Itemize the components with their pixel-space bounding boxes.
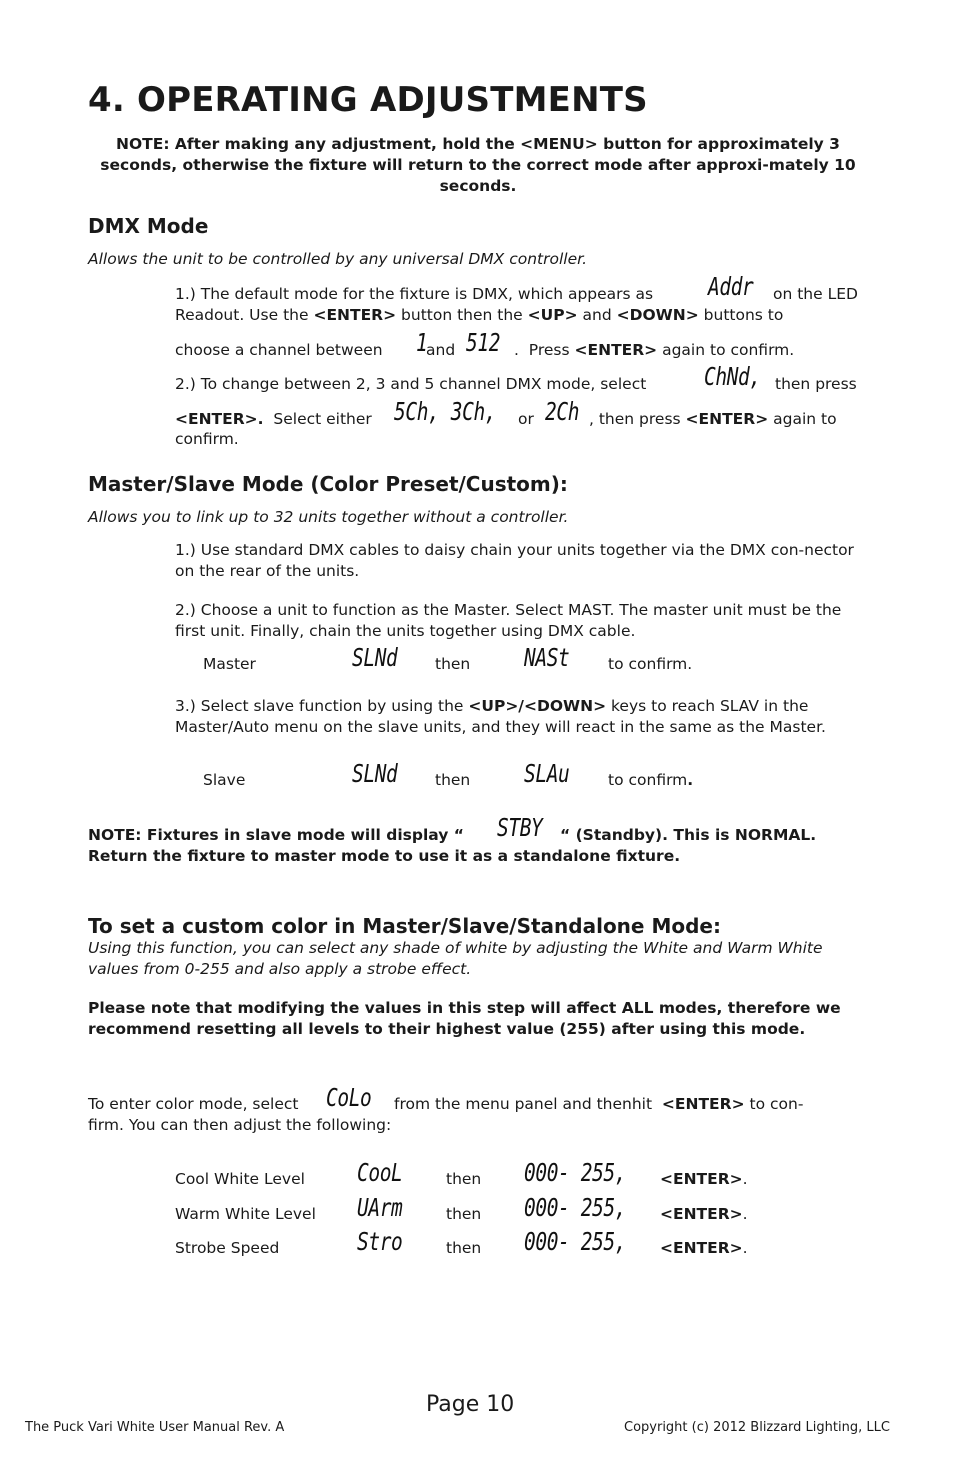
row-enter-strobe: <ENTER>. (660, 1239, 748, 1257)
slave-note-line1-a: NOTE: Fixtures in slave mode will display “ (88, 826, 464, 844)
footer-left: The Puck Vari White User Manual Rev. A (25, 1420, 285, 1435)
top-note: NOTE: After making any adjustment, hold the <MENU> button for approximately 3 seconds, otherwise the fixture will return to the correct mode after approxi-mately 10 seconds. (100, 135, 856, 195)
led-display-range-warm: 000- 255, (524, 1193, 627, 1222)
ms-step3: 3.) Select slave function by using the <UP>/<DOWN> keys to reach SLAV in the Master/Auto menu on the slave units, and they will react in the same as the Master. (175, 697, 826, 736)
row-enter-warm: <ENTER>. (660, 1205, 748, 1223)
ms-step2: 2.) Choose a unit to function as the Master. Select MAST. The master unit must be the first unit. Finally, chain the units together using DMX cable. (175, 601, 842, 640)
led-display-1: 1 (416, 328, 428, 357)
dmx-step2-line3: confirm. (175, 430, 239, 448)
slave-label: Slave (203, 771, 246, 789)
led-display-range-cool: 000- 255, (524, 1158, 627, 1187)
row-label-warm: Warm White Level (175, 1205, 316, 1223)
row-label-strobe: Strobe Speed (175, 1239, 280, 1257)
slave-note-line1-b: “ (Standby). This is NORMAL. (560, 826, 817, 844)
led-display-5ch-3ch: 5Ch, 3Ch, (394, 397, 497, 426)
led-display-stby: STBY (497, 813, 543, 842)
led-display-slav: SLAu (524, 759, 570, 788)
to-confirm: to confirm. (608, 655, 693, 673)
then-word-2: then (435, 771, 471, 789)
dmx-step2-line1: 2.) To change between 2, 3 and 5 channel DMX mode, select (175, 375, 647, 393)
dmx-step2-line2: <ENTER>. Select either (175, 410, 372, 428)
row-then-strobe: then (446, 1239, 482, 1257)
led-display-addr: Addr (708, 272, 754, 301)
dmx-step1-line1: 1.) The default mode for the fixture is DMX, which appears as (175, 285, 654, 303)
row-then-warm: then (446, 1205, 482, 1223)
ms-step1: 1.) Use standard DMX cables to daisy chain your units together via the DMX con-nector on the rear of the units. (175, 541, 854, 580)
led-display-512: 512 (466, 328, 501, 357)
led-display-cool: CooL (357, 1158, 403, 1187)
dmx-step1-line2: Readout. Use the <ENTER> button then the <UP> and <DOWN> buttons to (175, 306, 784, 324)
dmx-mode-heading: DMX Mode (88, 214, 209, 238)
led-display-mast: NASt (524, 643, 570, 672)
led-display-chnd: ChNd, (704, 362, 761, 391)
page-title: 4. OPERATING ADJUSTMENTS (88, 80, 648, 120)
footer-right: Copyright (c) 2012 Blizzard Lighting, LLC (624, 1420, 890, 1435)
and-word: and (426, 341, 456, 359)
dmx-step1-line1-end: on the LED (773, 285, 858, 303)
then-word: then (435, 655, 471, 673)
custom-color-intro: Using this function, you can select any shade of white by adjusting the White and Warm White values from 0-255 and also apply a strobe effect. (88, 939, 823, 978)
dmx-step2-line1-end: then press (775, 375, 857, 393)
slave-note-line2: Return the fixture to master mode to use it as a standalone fixture. (88, 847, 681, 865)
dmx-step1-line3-b: . Press <ENTER> again to confirm. (514, 341, 795, 359)
custom-color-warning: Please note that modifying the values in this step will affect ALL modes, therefore we recommend resetting all levels to their highest value (255) after using this mode. (88, 999, 841, 1038)
led-display-slnd: SLNd (352, 643, 398, 672)
led-display-slnd-2: SLNd (352, 759, 398, 788)
master-label: Master (203, 655, 256, 673)
led-display-range-strobe: 000- 255, (524, 1227, 627, 1256)
row-then-cool: then (446, 1170, 482, 1188)
dmx-step2-line2-end: , then press <ENTER> again to (589, 410, 837, 428)
led-display-colo: CoLo (326, 1083, 372, 1112)
custom-color-heading: To set a custom color in Master/Slave/Standalone Mode: (88, 914, 721, 938)
led-display-strobe: Stro (357, 1227, 403, 1256)
row-enter-cool: <ENTER>. (660, 1170, 748, 1188)
led-display-2ch: 2Ch (545, 397, 580, 426)
page-number: Page 10 (426, 1392, 515, 1417)
enter-color-mode-line2: firm. You can then adjust the following: (88, 1116, 392, 1134)
master-slave-heading: Master/Slave Mode (Color Preset/Custom): (88, 472, 568, 496)
dmx-mode-intro: Allows the unit to be controlled by any universal DMX controller. (88, 250, 588, 268)
or-word: or (518, 410, 534, 428)
enter-color-mode-a: To enter color mode, select (88, 1095, 299, 1113)
master-slave-intro: Allows you to link up to 32 units together without a controller. (88, 508, 569, 526)
row-label-cool: Cool White Level (175, 1170, 305, 1188)
led-display-warm: UArm (357, 1193, 403, 1222)
to-confirm-2: to confirm. (608, 771, 694, 789)
dmx-step1-line3: choose a channel between (175, 341, 383, 359)
enter-color-mode-b: from the menu panel and thenhit <ENTER> to con- (394, 1095, 804, 1113)
